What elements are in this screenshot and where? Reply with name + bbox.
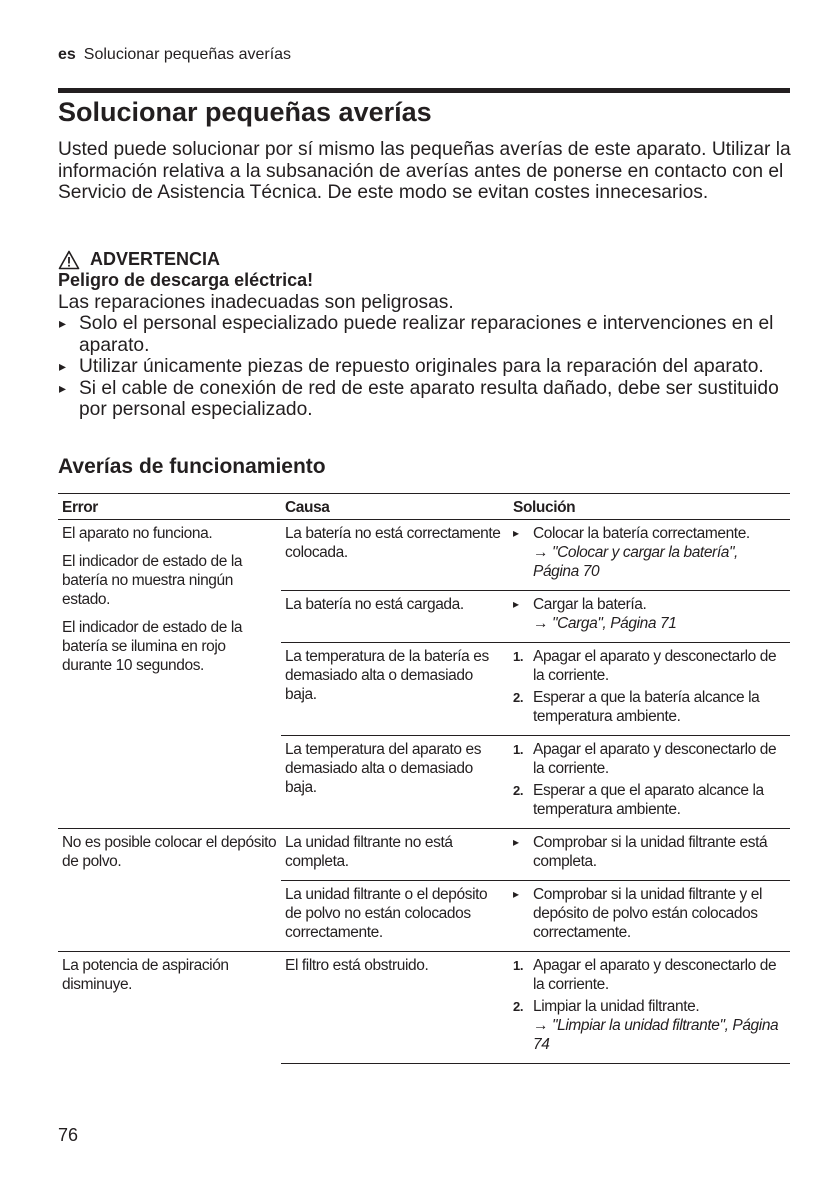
step-number: 2. [513, 690, 524, 705]
step-number: 1. [513, 742, 524, 757]
page-reference: → "Limpiar la unidad filtrante", Página 74 [533, 1017, 779, 1053]
section-heading: Averías de funcionamiento [58, 455, 326, 478]
solution-text: Cargar la batería. [533, 596, 647, 613]
table-row [58, 829, 790, 881]
page-title: Solucionar pequeñas averías [58, 97, 432, 127]
cause-cell: La batería no está cargada. [281, 591, 509, 643]
table-row [58, 520, 790, 591]
intro-paragraph: Usted puede solucionar por sí mismo las pequeñas averías de este aparato. Utilizar la información relativa a la subsanación de averías antes de ponerse en contacto con el Servicio de Asistencia Técnica. De este modo se evitan costes innecesarios. [58, 139, 791, 203]
solution-step: Apagar el aparato y desconectarlo de la corriente. [533, 957, 777, 993]
table-row [58, 952, 790, 1064]
troubleshooting-table [58, 493, 790, 1064]
warning-text: Las reparaciones inadecuadas son peligrosas. [58, 291, 454, 313]
solution-text: Comprobar si la unidad filtrante está completa. [533, 834, 768, 870]
solution-cell [509, 643, 790, 736]
cause-cell: El filtro está obstruido. [281, 952, 509, 1064]
step-number: 2. [513, 999, 524, 1014]
error-text: El indicador de estado de la batería se ilumina en rojo durante 10 segundos. [62, 619, 243, 674]
warning-block [58, 246, 793, 421]
warning-bullet: ▸ Solo el personal especializado puede realizar reparaciones e intervenciones en el aparato. [58, 313, 793, 356]
column-header-solution: Solución [509, 494, 790, 520]
step-number: 1. [513, 958, 524, 973]
solution-cell [509, 881, 790, 952]
solution-step: Esperar a que el aparato alcance la temperatura ambiente. [533, 782, 764, 818]
warning-triangle-icon [58, 250, 80, 270]
cause-cell: La unidad filtrante o el depósito de polvo no están colocados correctamente. [281, 881, 509, 952]
solution-cell [509, 736, 790, 829]
step-number: 1. [513, 649, 524, 664]
solution-step: Apagar el aparato y desconectarlo de la corriente. [533, 741, 777, 777]
column-header-error: Error [58, 494, 281, 520]
error-cell: La potencia de aspiración disminuye. [62, 957, 229, 993]
cause-cell: La batería no está correctamente colocada. [281, 520, 509, 591]
bullet-marker: ▸ [513, 887, 519, 901]
bullet-marker: ▸ [513, 835, 519, 849]
warning-list [58, 313, 793, 421]
cause-cell: La unidad filtrante no está completa. [281, 829, 509, 881]
column-header-cause: Causa [281, 494, 509, 520]
language-code: es [58, 46, 76, 63]
warning-subtitle: Peligro de descarga eléctrica! [58, 270, 314, 290]
bullet-marker: ▸ [513, 526, 519, 540]
solution-cell [509, 829, 790, 881]
bullet-marker: ▸ [513, 597, 519, 611]
page-reference: → "Colocar y cargar la batería", Página 70 [533, 544, 738, 580]
solution-step: Apagar el aparato y desconectarlo de la corriente. [533, 648, 777, 684]
solution-step: Limpiar la unidad filtrante. [533, 998, 700, 1015]
solution-cell [509, 952, 790, 1064]
solution-cell [509, 591, 790, 643]
solution-step: Esperar a que la batería alcance la temperatura ambiente. [533, 689, 760, 725]
cause-cell: La temperatura de la batería es demasiado alta o demasiado baja. [281, 643, 509, 736]
error-cell: No es posible colocar el depósito de polvo. [58, 829, 281, 952]
warning-bullet: ▸ Si el cable de conexión de red de este aparato resulta dañado, debe ser sustituido por personal especializado. [58, 378, 793, 421]
page-number: 76 [58, 1125, 79, 1145]
solution-text: Comprobar si la unidad filtrante y el depósito de polvo están colocados correctamente. [533, 886, 763, 941]
running-header-section: Solucionar pequeñas averías [83, 46, 292, 63]
solution-text: Colocar la batería correctamente. [533, 525, 750, 542]
warning-bullet: ▸ Utilizar únicamente piezas de repuesto originales para la reparación del aparato. [58, 356, 793, 378]
cause-cell: La temperatura del aparato es demasiado alta o demasiado baja. [281, 736, 509, 829]
table-header-row [58, 494, 790, 520]
step-number: 2. [513, 783, 524, 798]
warning-label: ADVERTENCIA [90, 249, 221, 270]
error-text: El aparato no funciona. [62, 525, 213, 542]
running-header [58, 46, 291, 64]
solution-cell [509, 520, 790, 591]
error-text: El indicador de estado de la batería no muestra ningún estado. [62, 553, 243, 608]
error-cell [58, 520, 281, 829]
page-reference: → "Carga", Página 71 [533, 615, 677, 632]
